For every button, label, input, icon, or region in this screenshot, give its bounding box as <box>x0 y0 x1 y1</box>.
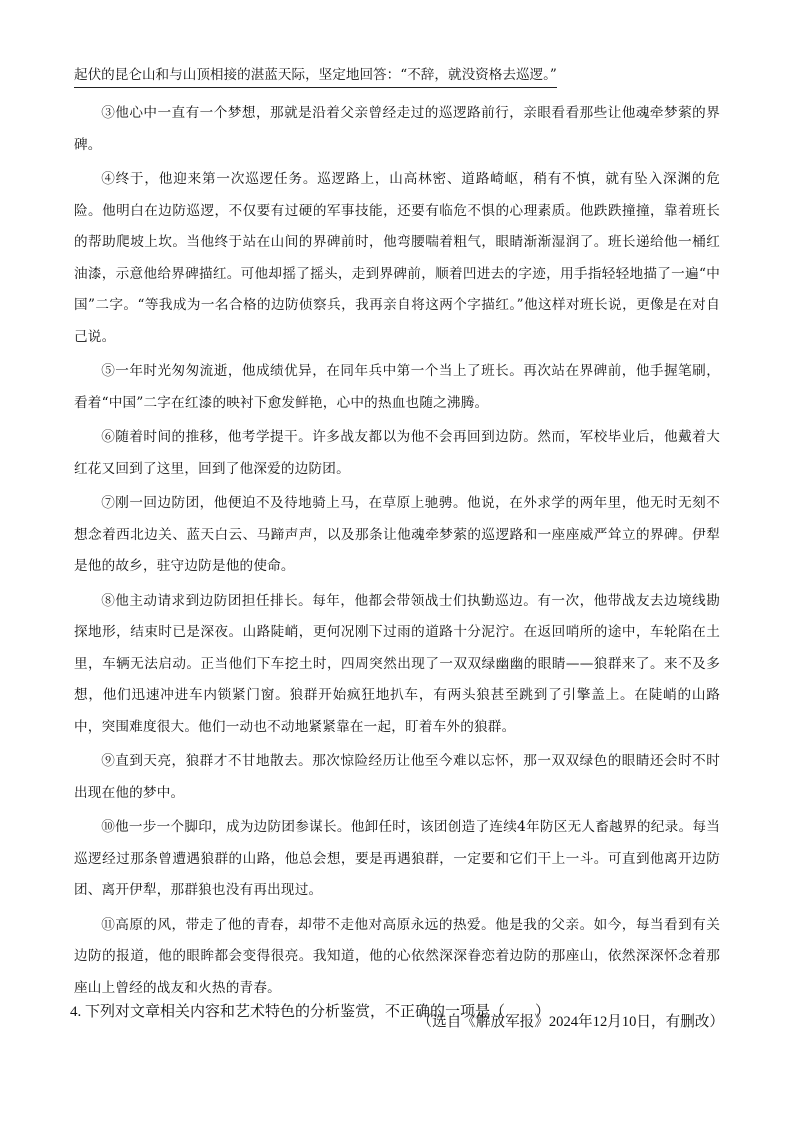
question-4: 4. 下列对文章相关内容和艺术特色的分析鉴赏，不正确的一项是（ ） <box>70 1004 551 1020</box>
paragraph-3: ③他心中一直有一个梦想，那就是沿着父亲曾经走过的巡逻路前行，亲眼看看那些让他魂牵梦萦的界碑。 <box>74 105 720 153</box>
paragraph-5: ⑤一年时光匆匆流逝，他成绩优异，在同年兵中第一个当上了班长。再次站在界碑前，他手握笔刷，看着“中国”二字在红漆的映衬下愈发鲜艳，心中的热血也随之沸腾。 <box>74 363 720 411</box>
paragraph-4: ④终于，他迎来第一次巡逻任务。巡逻路上，山高林密、道路崎岖，稍有不慎，就有坠入深渊的危险。他明白在边防巡逻，不仅要有过硬的军事技能，还要有临危不惧的心理素质。他跌跌撞撞，靠着班长的帮助爬坡上坎。当他终于站在山间的界碑前时，他弯腰喘着粗气，眼睛渐渐湿润了。班长递给他一桶红油漆，示意他给界碑描红。可他却摇了摇头，走到界碑前，顺着凹进去的字迹，用手指轻轻地描了一遍“中国”二字。“等我成为一名合格的边防侦察兵，我再亲自将这两个字描红。”他这样对班长说，更像是在对自己说。 <box>74 171 720 345</box>
article-body <box>74 64 724 1036</box>
paragraph-7: ⑦刚一回边防团，他便迫不及待地骑上马，在草原上驰骋。他说，在外求学的两年里，他无时无刻不想念着西北边关、蓝天白云、马蹄声声，以及那条让他魂牵梦萦的巡逻路和一座座威严耸立的界碑。伊犁是他的故乡，驻守边防是他的使命。 <box>74 495 720 574</box>
paragraph-9: ⑨直到天亮，狼群才不甘地散去。那次惊险经历让他至今难以忘怀，那一双双绿色的眼睛还会时不时出现在他的梦中。 <box>74 753 720 801</box>
source-citation: （选自《解放军报》2024年12月10日，有删改） <box>417 1014 724 1030</box>
underlined-first-line: 起伏的昆仑山和与山顶相接的湛蓝天际，坚定地回答：“不辞，就没资格去巡逻。” <box>74 64 557 88</box>
paragraph-6: ⑥随着时间的推移，他考学提干。许多战友都以为他不会再回到边防。然而，军校毕业后，他戴着大红花又回到了这里，回到了他深爱的边防团。 <box>74 429 720 477</box>
paragraph-11: ⑪高原的风，带走了他的青春，却带不走他对高原永远的热爱。他是我的父亲。如今，每当看到有关边防的报道，他的眼眸都会变得很亮。我知道，他的心依然深深眷恋着边防的那座山，依然深深怀念着那座山上曾经的战友和火热的青春。 <box>74 916 720 996</box>
paragraph-10: ⑩他一步一个脚印，成为边防团参谋长。他卸任时，该团创造了连续4年防区无人畜越界的纪录。每当巡逻经过那条曾遭遇狼群的山路，他总会想，要是再遇狼群，一定要和它们干上一斗。可直到他离开边防团、离开伊犁，那群狼也没有再出现过。 <box>74 819 720 898</box>
paragraph-8: ⑧他主动请求到边防团担任排长。每年，他都会带领战士们执勤巡边。有一次，他带战友去边境线勘探地形，结束时已是深夜。山路陡峭，更何况刚下过雨的道路十分泥泞。在返回哨所的途中，车轮陷在土里，车辆无法启动。正当他们下车挖土时，四周突然出现了一双双绿幽幽的眼睛——狼群来了。来不及多想，他们迅速冲进车内锁紧门窗。狼群开始疯狂地扒车，有两头狼甚至跳到了引擎盖上。在陡峭的山路中，突围难度很大。他们一动也不动地紧紧靠在一起，盯着车外的狼群。 <box>74 592 720 735</box>
